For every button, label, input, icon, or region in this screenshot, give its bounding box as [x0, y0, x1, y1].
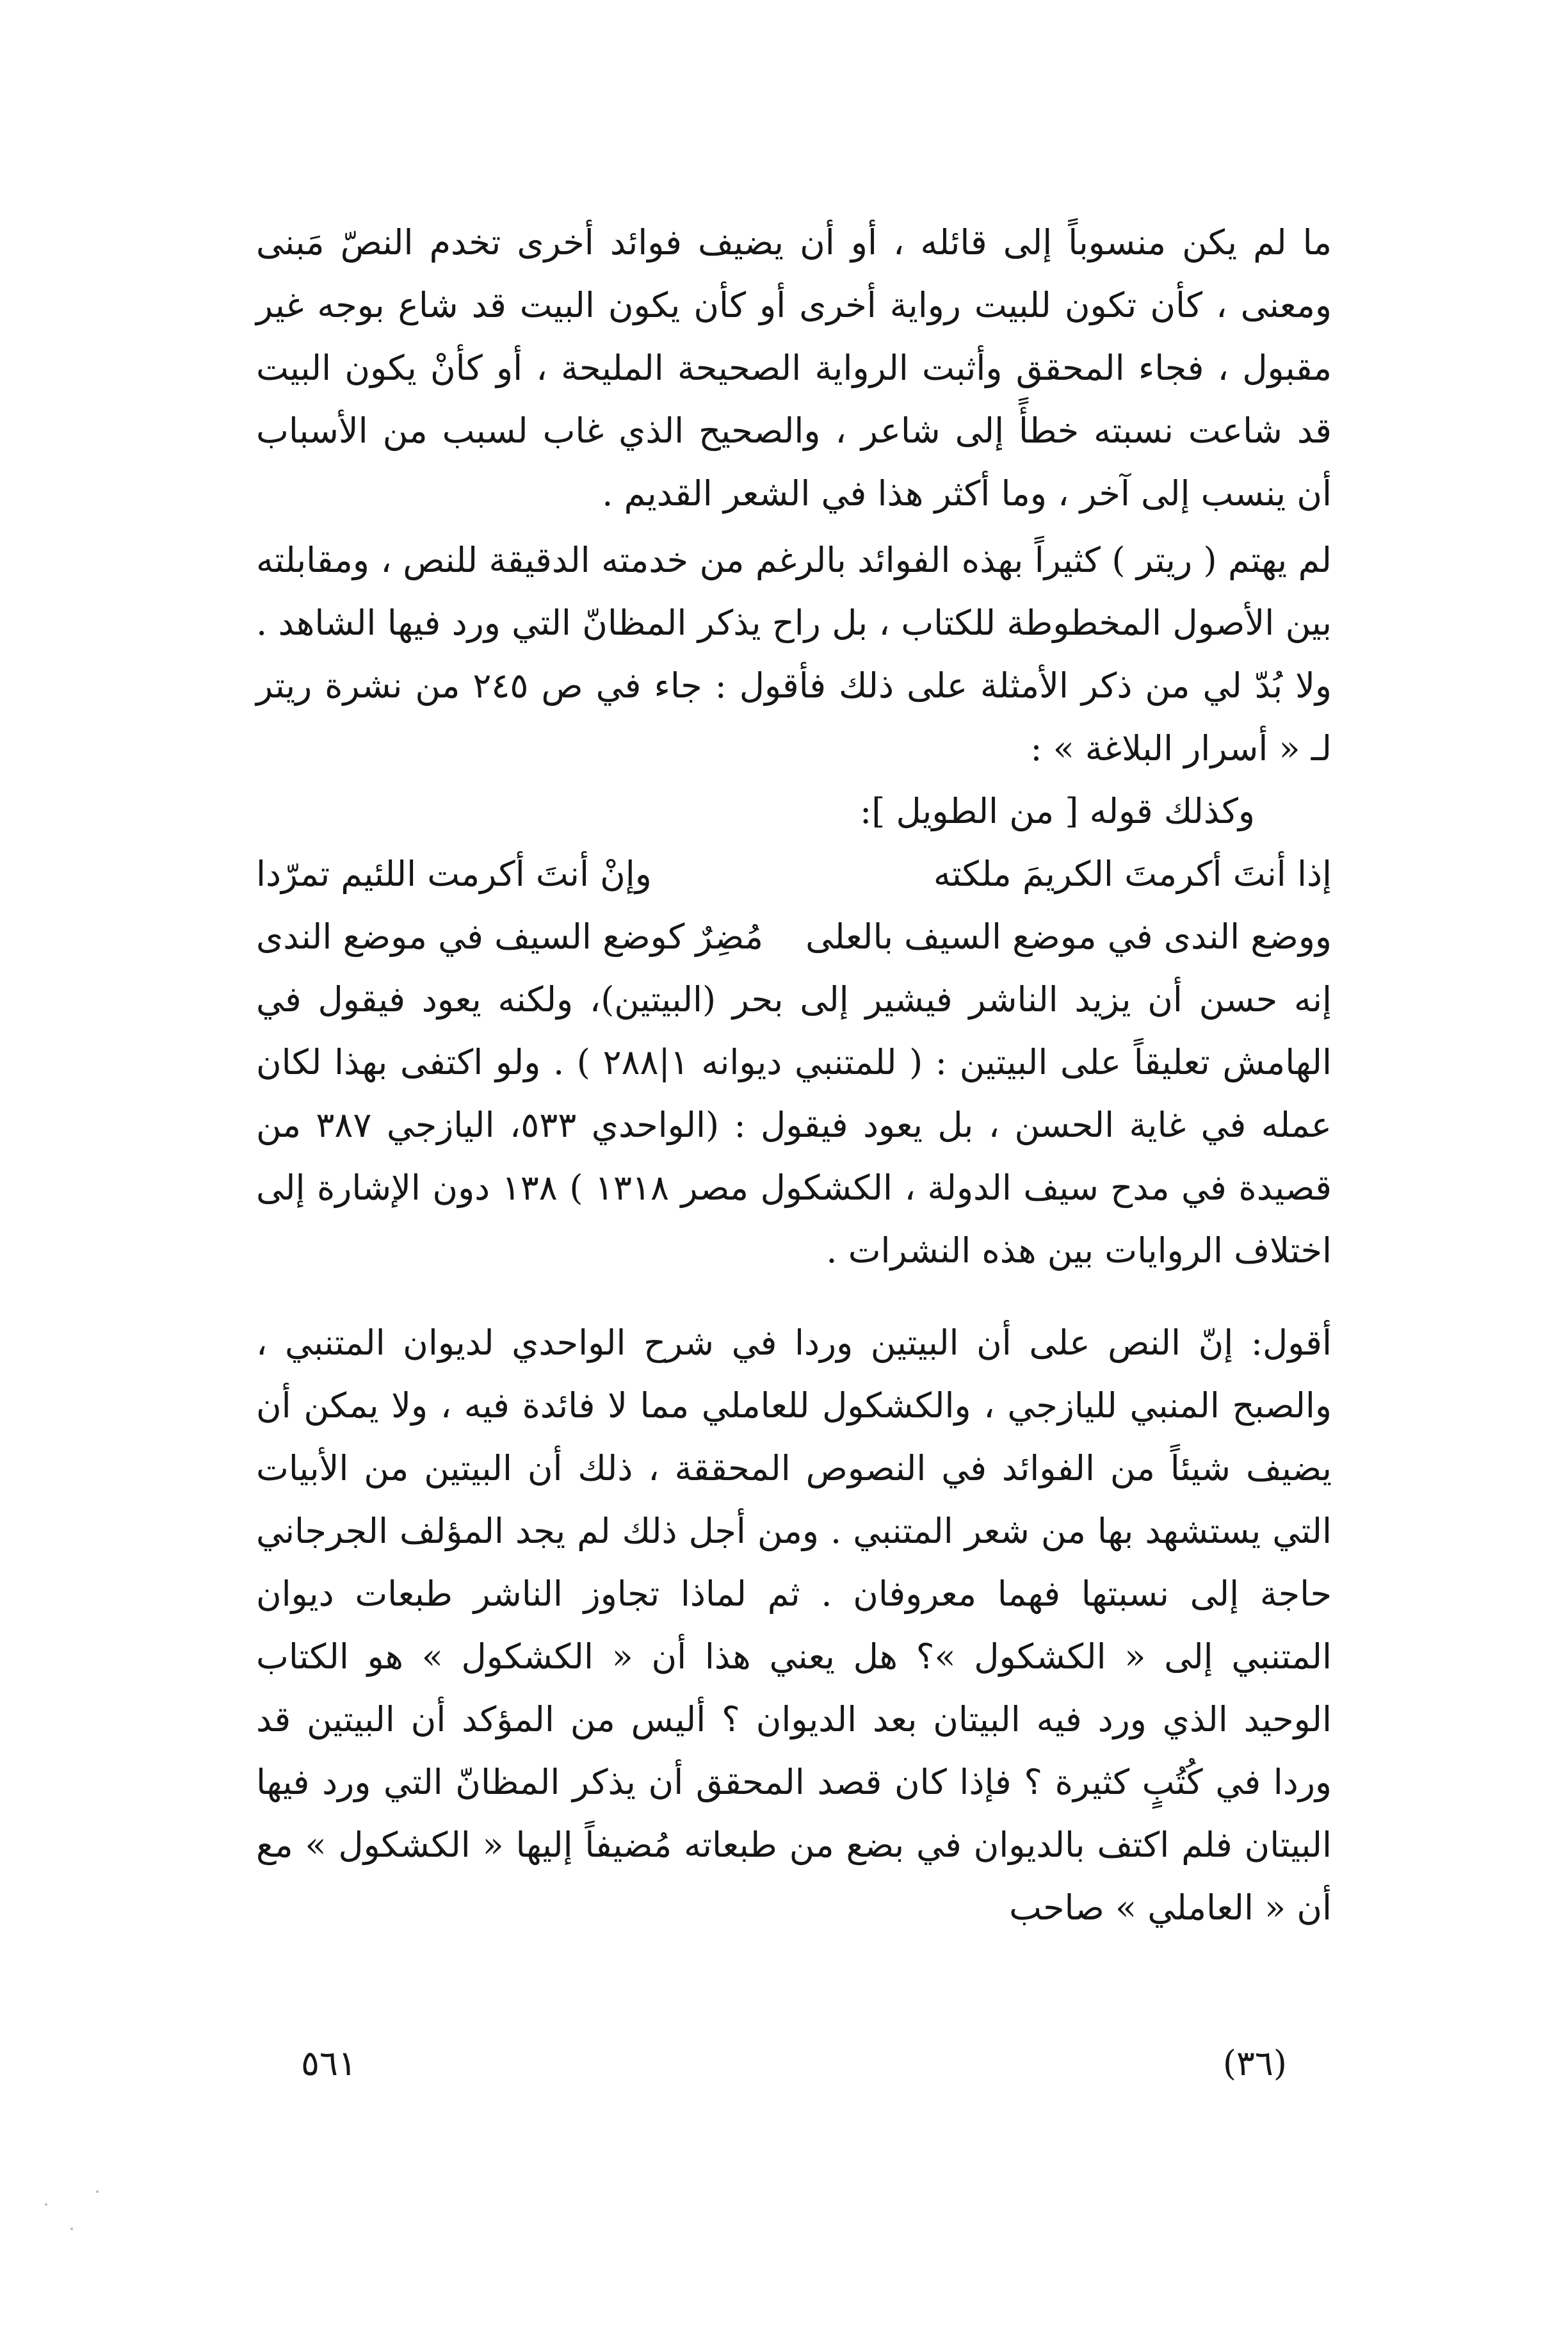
signature-number: (٣٦) [1222, 2043, 1287, 2083]
verse-line-2 [256, 906, 1332, 968]
verse-1-first-hemistich: إذا أنتَ أكرمتَ الكريمَ ملكته [933, 854, 1332, 894]
verse-line-1 [256, 843, 1332, 906]
verse-2-first-hemistich: ووضع الندى في موضع السيف بالعلى [805, 917, 1332, 957]
paragraph-1: ما لم يكن منسوباً إلى قائله ، أو أن يضيف فوائد أخرى تخدم النصّ مَبنى ومعنى ، كأن تكون للبيت رواية أخرى أو كأن يكون البيت قد شاع بوجه غير مقبول ، فجاء المحقق وأثبت الرواية الصحيحة المليحة ، أو كأنْ يكون البيت قد شاعت نسبته خطأً إلى شاعر ، والصحيح الذي غاب لسبب من الأسباب أن ينسب إلى آخر ، وما أكثر هذا في الشعر القديم . [256, 222, 1332, 514]
verse-intro-line: وكذلك قوله [ من الطويل ]: [860, 791, 1255, 831]
scan-speck [96, 2190, 99, 2193]
paragraph-2: لم يهتم ( ريتر ) كثيراً بهذه الفوائد بالرغم من خدمته الدقيقة للنص ، ومقابلته بين الأصول المخطوطة للكتاب ، بل راح يذكر المظانّ التي ورد فيها الشاهد . ولا بُدّ لي من ذكر الأمثلة على ذلك فأقول : جاء في ص ٢٤٥ من نشرة ريتر لـ « أسرار البلاغة » : [256, 540, 1332, 769]
page-number: ٥٦١ [301, 2043, 357, 2083]
paragraph-3: إنه حسن أن يزيد الناشر فيشير إلى بحر (البيتين)، ولكنه يعود فيقول في الهامش تعليقاً على البيتين : ( للمتنبي ديوانه ١|٢٨٨ ) . ولو اكتفى بهذا لكان عمله في غاية الحسن ، بل يعود فيقول : (الواحدي ٥٣٣، اليازجي ٣٨٧ من قصيدة في مدح سيف الدولة ، الكشكول مصر ١٣١٨ ) ١٣٨ دون الإشارة إلى اختلاف الروايات بين هذه النشرات . [256, 979, 1332, 1271]
paragraph-4: أقول: إنّ النص على أن البيتين وردا في شرح الواحدي لديوان المتنبي ، والصبح المنبي لليازجي ، والكشكول للعاملي مما لا فائدة فيه ، ولا يمكن أن يضيف شيئاً من الفوائد في النصوص المحققة ، ذلك أن البيتين من الأبيات التي يستشهد بها من شعر المتنبي . ومن أجل ذلك لم يجد المؤلف الجرجاني حاجة إلى نسبتها فهما معروفان . ثم لماذا تجاوز الناشر طبعات ديوان المتنبي إلى « الكشكول »؟ هل يعني هذا أن « الكشكول » هو الكتاب الوحيد الذي ورد فيه البيتان بعد الديوان ؟ أليس من المؤكد أن البيتين قد وردا في كُتُبٍ كثيرة ؟ فإذا كان قصد المحقق أن يذكر المظانّ التي ورد فيها البيتان فلم اكتف بالديوان في بضع من طبعاته مُضيفاً إليها « الكشكول » مع أن « العاملي » صاحب [256, 1323, 1332, 1928]
scan-speck [45, 2203, 47, 2206]
page-body [256, 211, 1332, 1939]
verse-2-second-hemistich: مُضِرٌ كوضع السيف في موضع الندى [256, 917, 763, 957]
scan-speck [70, 2228, 73, 2230]
page-footer [256, 2043, 1332, 2094]
verse-1-second-hemistich: وإنْ أنتَ أكرمت اللئيم تمرّدا [256, 854, 652, 894]
